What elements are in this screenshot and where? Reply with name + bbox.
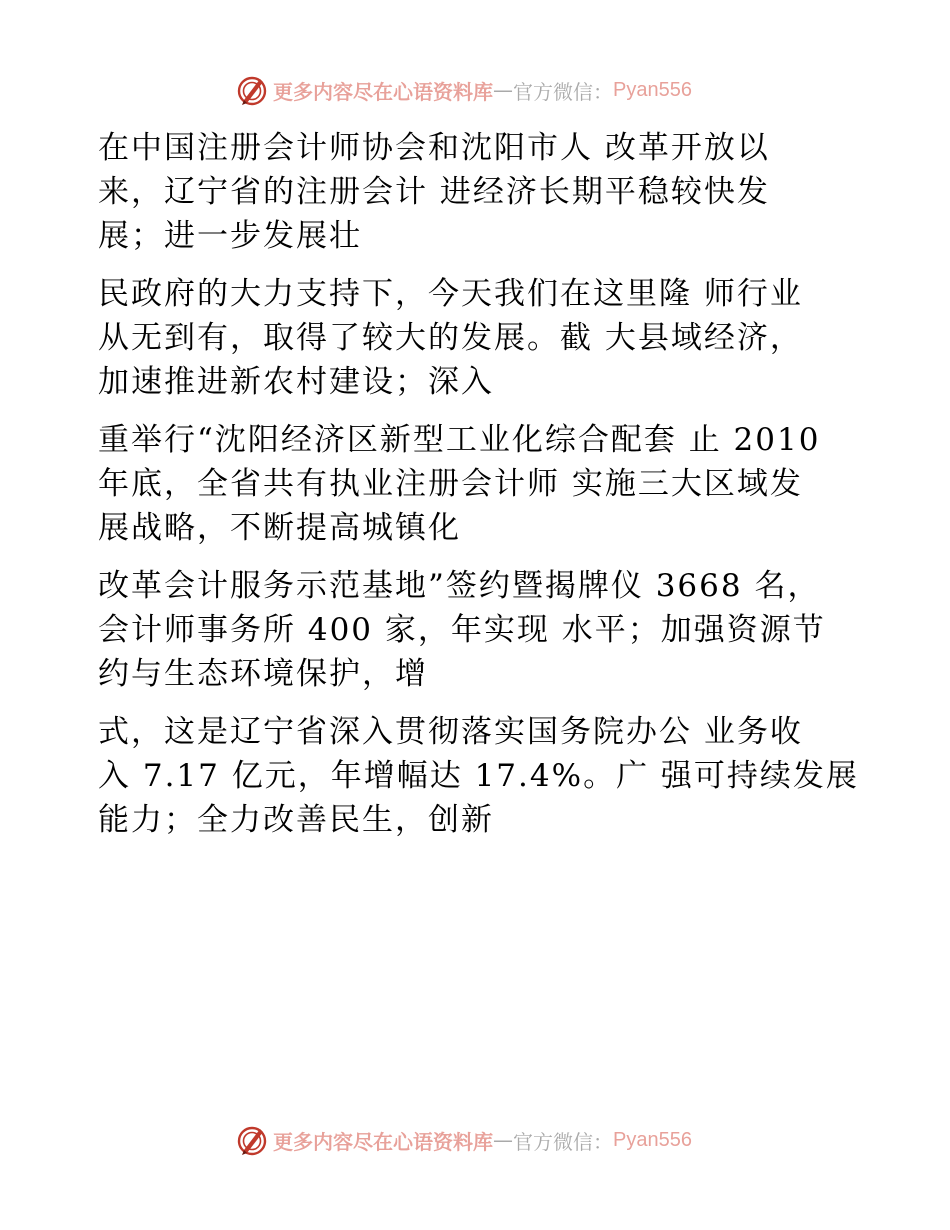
banner-separator: — bbox=[493, 1128, 513, 1152]
text-line: 从无到有，取得了较大的发展。截 大县域经济， bbox=[98, 320, 803, 356]
paragraph bbox=[98, 710, 898, 842]
text-line: 重举行“沈阳经济区新型工业化综合配套 止 2010 bbox=[98, 422, 821, 458]
document-body bbox=[98, 126, 898, 856]
paragraph bbox=[98, 418, 898, 550]
footer-banner bbox=[235, 1122, 692, 1158]
text-line: 入 7.17 亿元，年增幅达 17.4%。广 强可持续发展 bbox=[98, 758, 859, 794]
text-line: 会计师事务所 400 家，年实现 水平；加强资源节 bbox=[98, 612, 826, 648]
banner-text: 更多内容尽在心语资料库 bbox=[273, 1129, 493, 1154]
text-line: 式，这是辽宁省深入贯彻落实国务院办公 业务收 bbox=[98, 714, 803, 750]
pen-logo-icon bbox=[235, 1123, 269, 1157]
text-line: 改革会计服务示范基地”签约暨揭牌仪 3668 名， bbox=[98, 568, 821, 604]
text-line: 能力；全力改善民生，创新 bbox=[98, 802, 494, 838]
text-line: 年底，全省共有执业注册会计师 实施三大区域发 bbox=[98, 466, 803, 502]
paragraph bbox=[98, 564, 898, 696]
wechat-label: 官方微信： bbox=[513, 79, 613, 104]
banner-separator: — bbox=[493, 78, 513, 102]
header-banner bbox=[235, 72, 692, 108]
text-line: 民政府的大力支持下，今天我们在这里隆 师行业 bbox=[98, 276, 803, 312]
text-line: 展战略，不断提高城镇化 bbox=[98, 510, 461, 546]
paragraph bbox=[98, 272, 898, 404]
text-line: 展；进一步发展壮 bbox=[98, 218, 362, 254]
text-line: 加速推进新农村建设；深入 bbox=[98, 364, 494, 400]
wechat-label: 官方微信： bbox=[513, 1129, 613, 1154]
wechat-id: Pyan556 bbox=[613, 78, 692, 101]
text-line: 在中国注册会计师协会和沈阳市人 改革开放以 bbox=[98, 130, 770, 166]
text-line: 约与生态环境保护，增 bbox=[98, 656, 428, 692]
pen-logo-icon bbox=[235, 73, 269, 107]
wechat-id: Pyan556 bbox=[613, 1128, 692, 1151]
banner-text: 更多内容尽在心语资料库 bbox=[273, 79, 493, 104]
paragraph bbox=[98, 126, 898, 258]
text-line: 来，辽宁省的注册会计 进经济长期平稳较快发 bbox=[98, 174, 770, 210]
